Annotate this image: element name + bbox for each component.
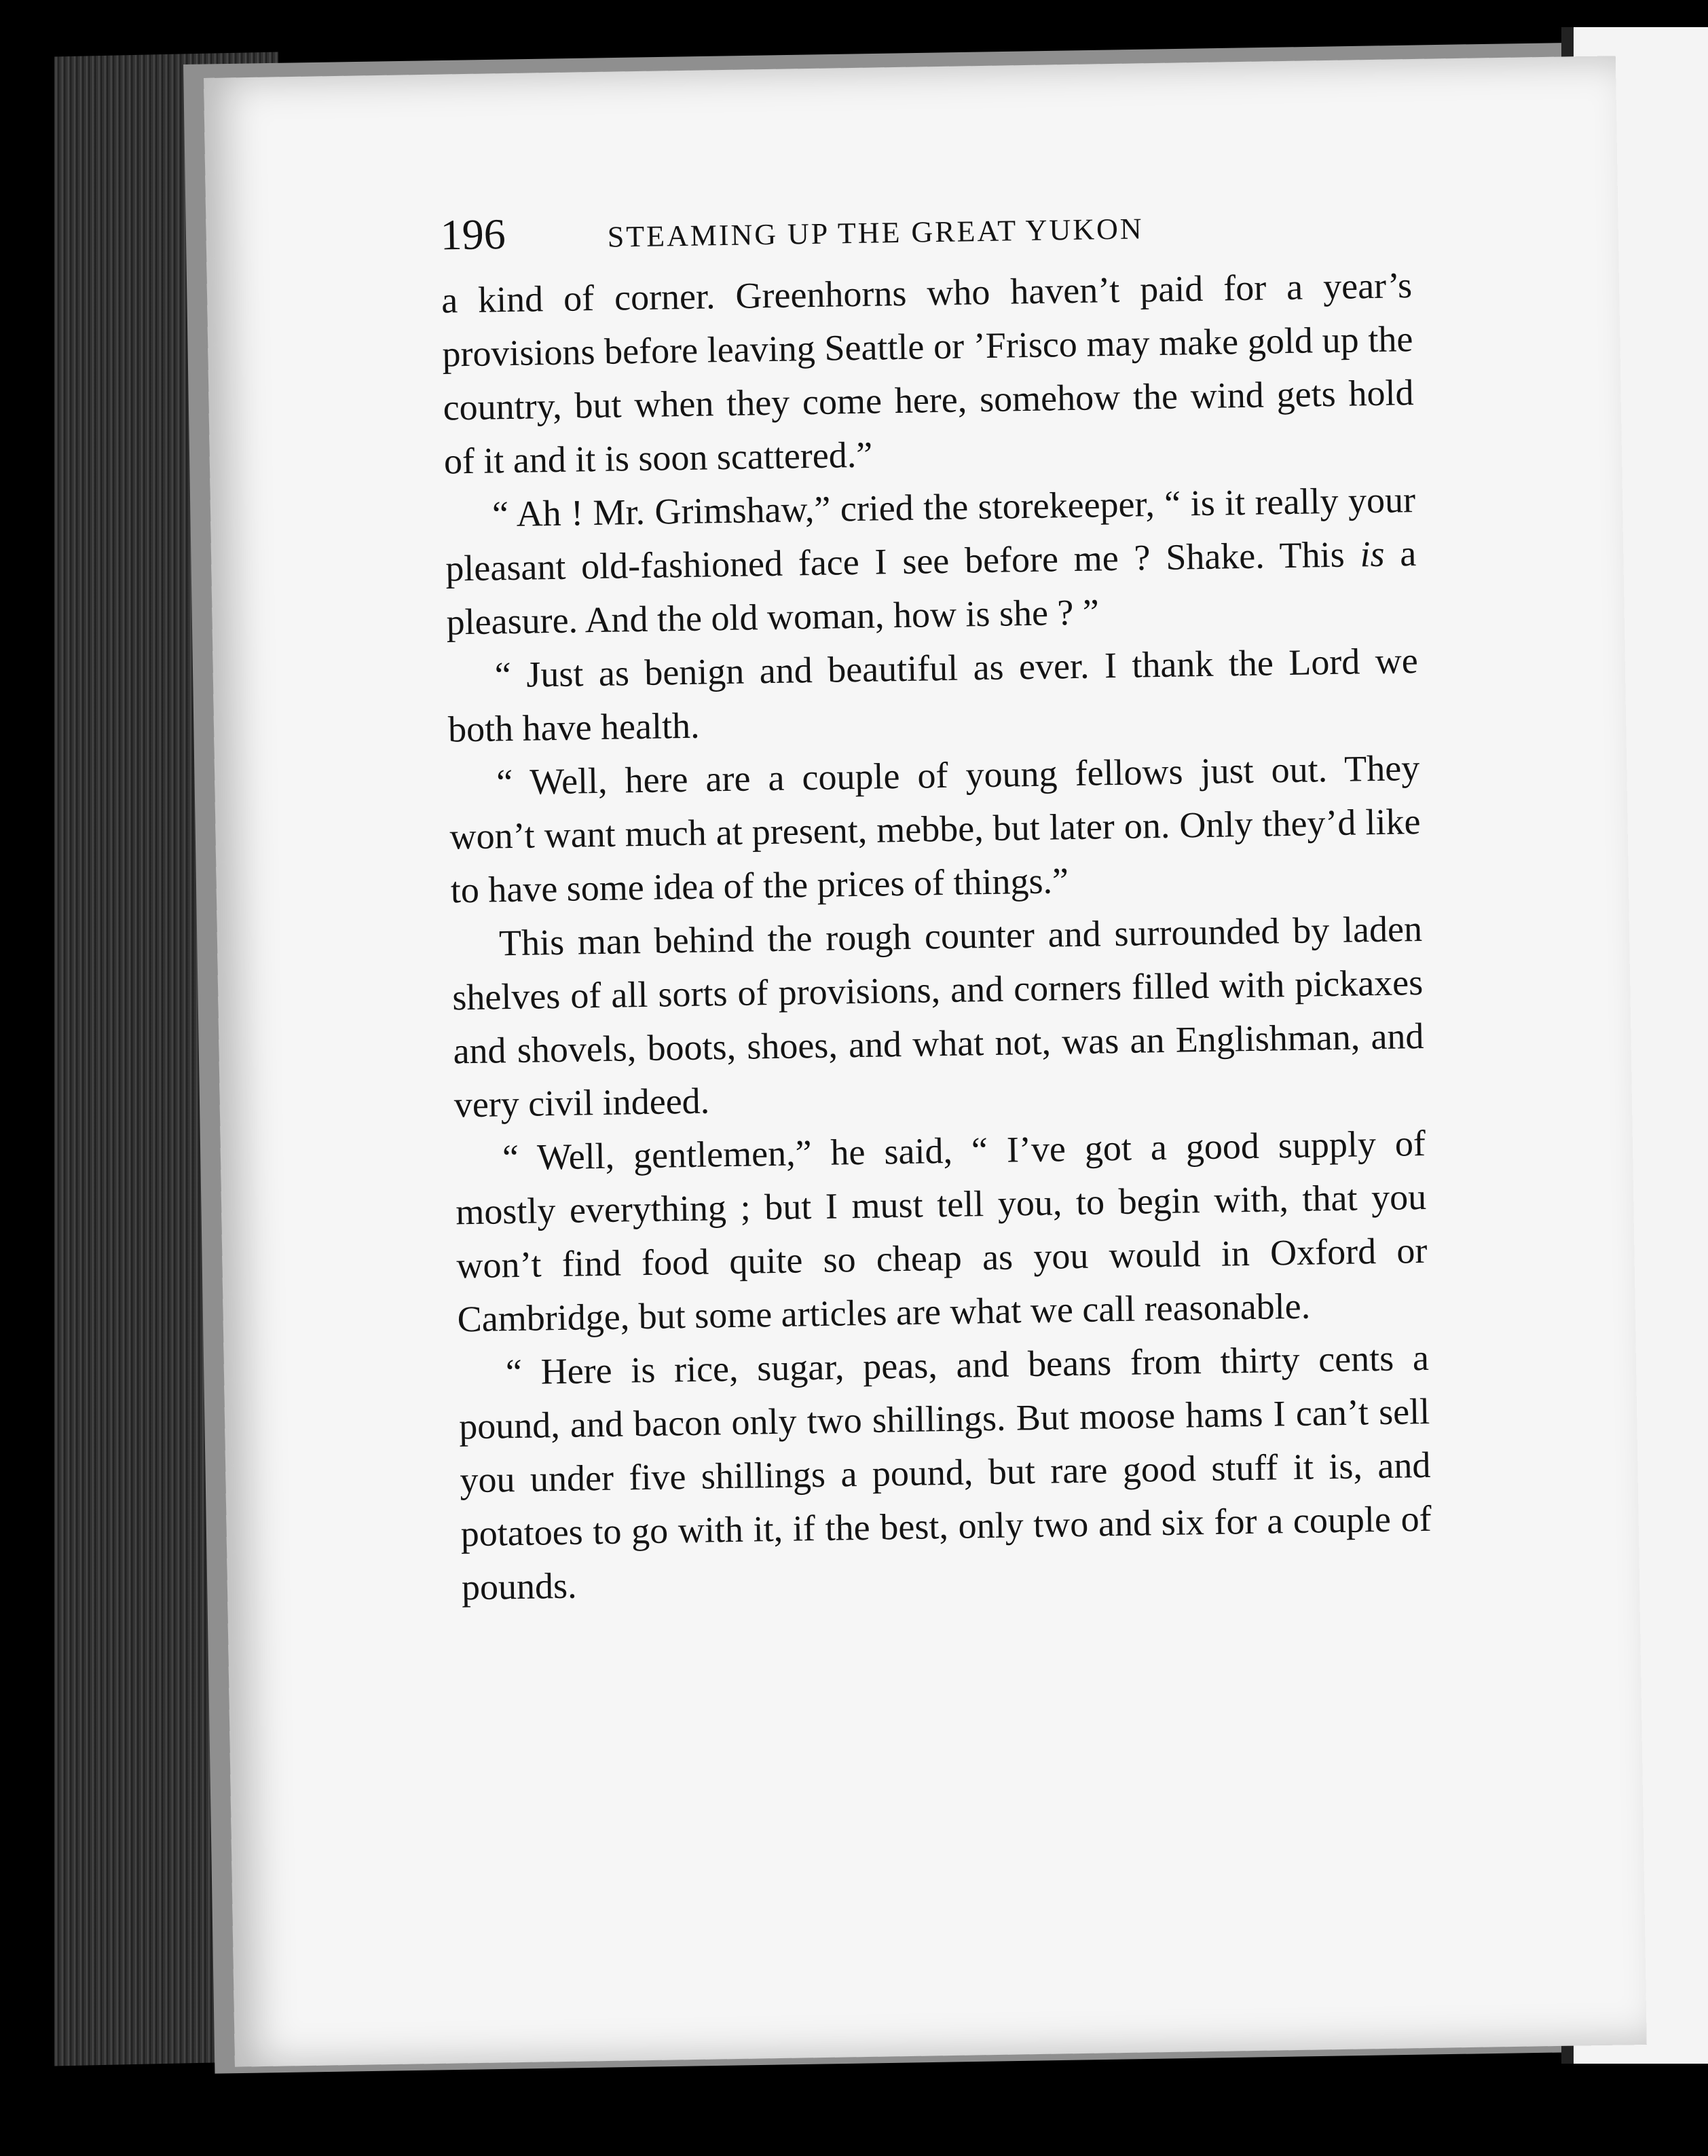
paragraph-2-emphasis: is — [1359, 533, 1385, 575]
paragraph-6: “ Well, gentlemen,” he said, “ I’ve got a good supply of mostly everything ; but I must tell you, to begin with, that you won’t find food quite so cheap as you would in Oxford or Cambridge, but some articles are what we call reasonable. — [455, 1122, 1428, 1340]
page-number: 196 — [440, 210, 506, 259]
paragraph-2-end: a pleasure. And the old woman, how is she ? ” — [446, 533, 1417, 643]
paragraph-2 — [445, 473, 1418, 649]
paragraph-2-this: This — [1279, 534, 1345, 576]
paragraph-7: “ Here is rice, sugar, peas, and beans from thirty cents a pound, and bacon only two shillings. But moose hams I can’t sell you under five shillings a pound, but rare good stuff it is, and potatoes to go with it, if the best, only two and six for a couple of pounds. — [458, 1337, 1432, 1608]
book-page — [204, 56, 1647, 2066]
running-title: STEAMING UP THE GREAT YUKON — [607, 212, 1144, 254]
running-head — [440, 195, 1411, 260]
paragraph-1: a kind of corner. Greenhorns who haven’t paid for a year’s provisions before leaving Seattle or ’Frisco may make gold up the country, but when they come here, somehow the wind gets hold of it and it is soon scattered.” — [441, 265, 1414, 482]
paragraph-4: “ Well, here are a couple of young fellows just out. They won’t want much at present, mebbe, but later on. Only they’d like to have some idea of the prices of things.” — [449, 747, 1421, 911]
paragraph-2-start: “ Ah ! Mr. Grimshaw,” cried the storekeeper, “ is it really your pleasant old-fashioned face I see before me ? Shake. — [445, 479, 1416, 589]
paragraph-3: “ Just as benign and beautiful as ever. I thank the Lord we both have health. — [447, 640, 1419, 750]
text-block — [440, 195, 1432, 1614]
paragraph-5: This man behind the rough counter and surrounded by laden shelves of all sorts of provisions, and corners filled with pickaxes and shovels, boots, shoes, and what not, was an Englishman, and very civil indeed. — [451, 908, 1424, 1126]
